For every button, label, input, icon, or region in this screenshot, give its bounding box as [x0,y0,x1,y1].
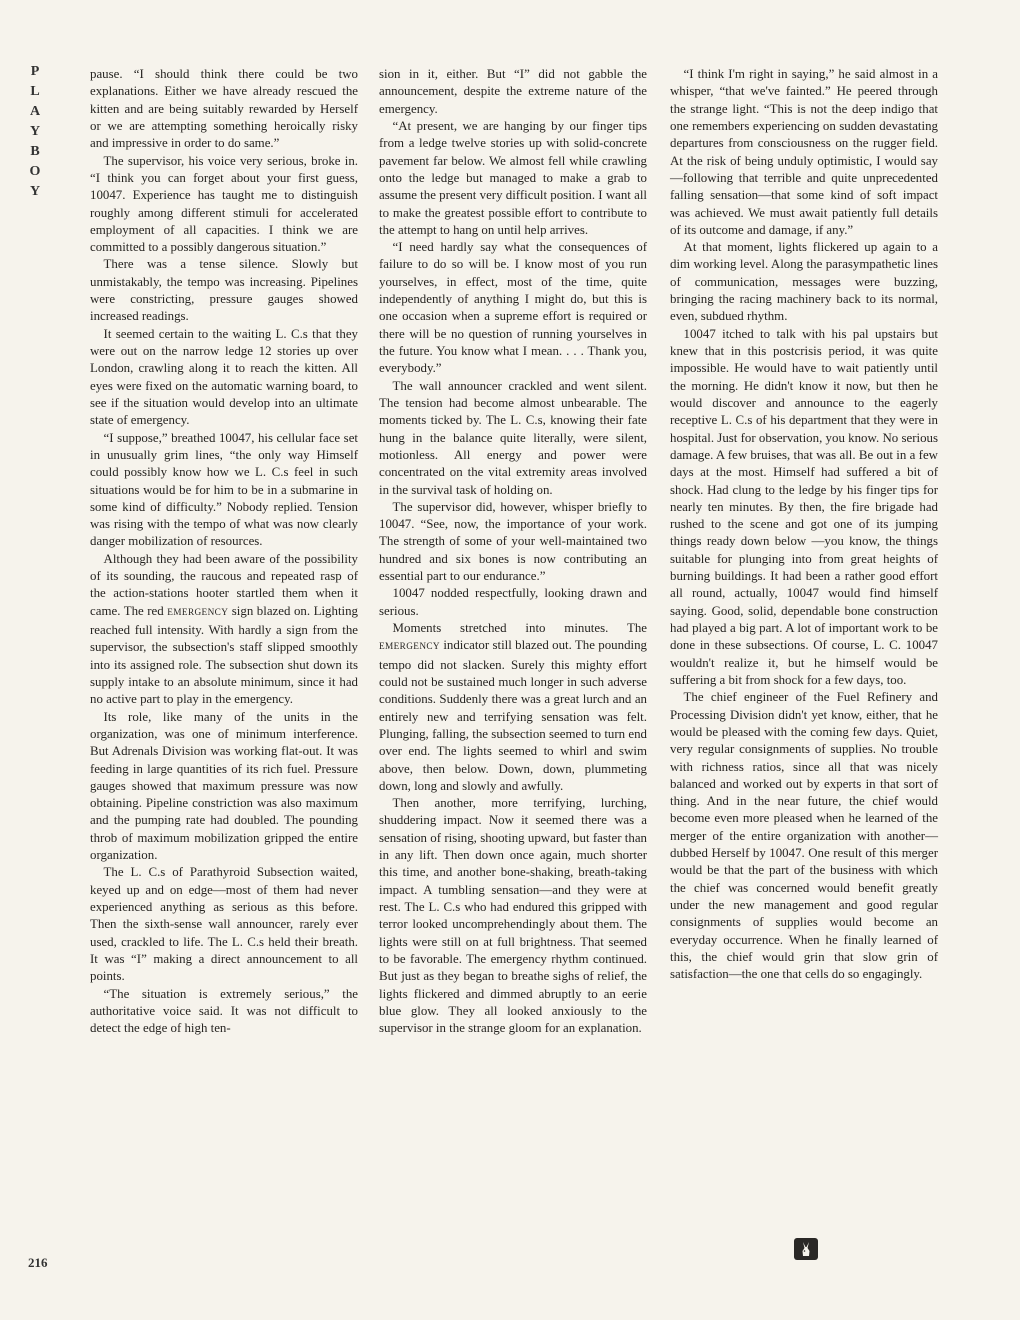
article-column-1 [90,66,358,1038]
paragraph: It seemed certain to the waiting L. C.s that they were out on the narrow ledge 12 stories up over London, crawling along it to reach the kitten. All eyes were fixed on the automatic warning board, to see if the situation would develop into an ultimate state of emergency. [90,326,358,428]
paragraph: 10047 nodded respectfully, looking drawn and serious. [379,586,647,618]
masthead-letter: Y [29,124,41,139]
paragraph: There was a tense silence. Slowly but unmistakably, the tempo was increasing. Pipelines were constricting, pressure gauges showed increased readings. [90,257,358,324]
paragraph: “I suppose,” breathed 10047, his cellular face set in unusually grim lines, “the only way Himself could possibly know how we L. C.s feel in such situations would be for him to be in a submarine in some kind of difficulty.” Nobody replied. Tension was rising with the tempo of what was now clearly danger mobilization of resources. [90,430,358,549]
masthead-letter: Y [29,184,41,199]
paragraph: “I need hardly say what the consequences of failure to do so will be. I know most of you run yourselves, in effect, most of the time, quite independently of anything I might do, but this is one occasion when a supreme effort is required or there will be no question of running yourselves in the future. You know what I mean. . . . Thank you, everybody.” [379,240,647,376]
rabbit-logo-icon [794,1238,818,1260]
paragraph: The supervisor did, however, whisper briefly to 10047. “See, now, the importance of your work. The strength of some of your well-maintained two hundred and six bones is now contributing an essential part to our endurance.” [379,499,647,584]
masthead-letter: P [30,64,40,79]
masthead-letter: L [30,84,40,99]
masthead-letter: A [29,104,41,119]
paragraph: “At present, we are hanging by our finger tips from a ledge twelve stories up with solid-concrete pavement far below. We almost fell while crawling onto the ledge but managed to make a grab to assume the present very difficult position. I want all to make the greatest possible effort to contribute to the attempt to hang on until help arrives. [379,118,647,237]
masthead-letter: O [29,164,41,179]
page-number: 216 [28,1255,48,1270]
magazine-masthead [24,62,46,202]
paragraph: The supervisor, his voice very serious, broke in. “I think you can forget about your first guess, 10047. Experience has taught me to distinguish roughly among different stimuli for accelerated employment of all capacities. I think we are committed to a possibly dangerous situation.” [90,153,358,255]
article-column-2 [379,66,647,1038]
article-column-3 [670,66,938,984]
paragraph: At that moment, lights flickered up again to a dim working level. Along the parasympathetic lines of communication, messages were buzzing, bringing the racing machinery back to its normal, even, subdued rhythm. [670,240,938,324]
paragraph: The chief engineer of the Fuel Refinery and Processing Division didn't yet know, either, that he would be pleased with the coming few days. Quiet, very regular consignments of supplies. No trouble with richness ratios, since all that was nicely balanced and worked out by experts in that sort of thing. And in the near future, the chief would become even more pleased when he learned of the merger of the entire organization with another—dubbed Herself by 10047. One result of this merger would be that the part of the business with which the chief was concerned would benefit greatly under the new management and good regular consignments of supplies would become an everyday occurrence. When he finally learned of this, the chief would grin that slow grin of satisfaction—the one that cells do so engagingly. [670,690,938,982]
paragraph: Although they had been aware of the possibility of its sounding, the raucous and repeated rasp of the action-stations hooter startled them when it came. The red EMERGENCY sign blazed on. Lighting reached full intensity. With hardly a sign from the supervisor, the subsection's staff slipped smoothly into its assigned role. The subsection shut down its supply intake to an absolute minimum, since it had no active part to play in the emergency. [90,551,358,707]
paragraph: sion in it, either. But “I” did not gabble the announcement, despite the extreme nature of the emergency. [379,67,647,116]
paragraph: The wall announcer crackled and went silent. The tension had become almost unbearable. The moments ticked by. The L. C.s, knowing their fate hung in the balance quite literally, were silent, motionless. All energy and power were concentrated on the vital extremity areas involved in the survival task of holding on. [379,378,647,497]
paragraph: “The situation is extremely serious,” the authoritative voice said. It was not difficult to detect the edge of high ten- [90,986,358,1036]
paragraph: pause. “I should think there could be two explanations. Either we have already rescued the kitten and are being suitably rewarded by Herself or we are attempting something heroically risky and impressive in order to do same.” [90,67,358,151]
paragraph: The L. C.s of Parathyroid Subsection waited, keyed up and on edge—most of them had never experienced anything as serious as this before. Then the sixth-sense wall announcer, rarely ever used, crackled to life. The L. C.s held their breath. It was “I” making a direct announcement to all points. [90,865,358,984]
paragraph: Then another, more terrifying, lurching, shuddering impact. Now it seemed there was a sensation of rising, shooting upward, but faster than in any lift. Then down once again, much shorter this time, and another bone-shaking, breath-taking impact. A tumbling sensation—and they were at rest. The L. C.s who had endured this gripped with terror looked uncomprehendingly about them. The lights were still on at full brightness. That seemed to be favorable. The emergency rhythm continued. But just as they began to breathe sighs of relief, the lights flickered and dimmed abruptly to an eerie blue glow. They all looked anxiously to the supervisor in the strange gloom for an explanation. [379,796,647,1036]
masthead-letter: B [30,144,40,159]
paragraph: Moments stretched into minutes. The EMERGENCY indicator still blazed out. The pounding tempo did not slacken. Surely this mighty effort could not be sustained much longer in such adverse conditions. Suddenly there was a great lurch and an entirely new and terrifying sensation was felt. Plunging, falling, the subsection seemed to turn end over end. The lights seemed to whirl and swim above, then below. Down, down, plummeting down, long and slowly and awfully. [379,621,647,793]
paragraph: Its role, like many of the units in the organization, was one of minimum interference. But Adrenals Division was working flat-out. It was feeding in large quantities of its rich fuel. Pressure gauges showed that maximum pressure was now obtaining. Pipeline constriction was also maximum and the pumping rate had doubled. The pounding throb of maximum mobilization gripped the entire organization. [90,709,358,863]
paragraph: 10047 itched to talk with his pal upstairs but knew that in this postcrisis period, it was quite impossible. He would have to wait patiently until the morning. He didn't know it now, but then he would discover and announce to the eagerly receptive L. C.s of his department that they were in hospital. Just for observation, you know. No serious damage. A few bruises, that was all. Be out in a few days at the most. Himself had suffered a bit of shock. Had clung to the ledge by his finger tips for nearly ten minutes. By then, the fire brigade had rushed to the scene and got one of its jumping things ready down below —you know, the things suitable for plunging into from great heights of burning buildings. It had been a rather good effort all round, actually, 10047 would find himself saying. Good, solid, dependable bone construction had played a big part. A lot of important work to be done in these subsections. Of course, L. C. 10047 wouldn't realize it, but he himself would be suffering a bit from shock for a few days, too. [670,326,938,687]
paragraph: “I think I'm right in saying,” he said almost in a whisper, “that we've fainted.” He peered through the strange light. “This is not the deep indigo that one remembers experiencing on sudden devastating departures from consciousness on the rugger field. At the risk of being unduly optimistic, I would say—following that terrible and quite unprecedented falling sensation—that some kind of soft impact was achieved. We must await patiently full details of its outcome and damage, if any.” [670,67,938,237]
